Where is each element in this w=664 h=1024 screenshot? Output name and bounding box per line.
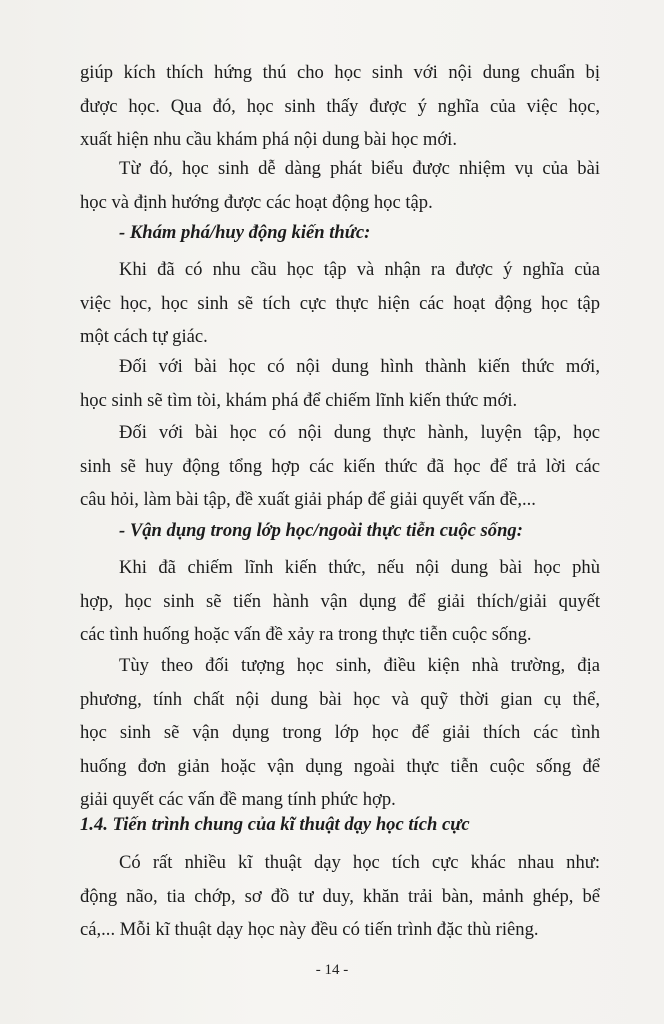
paragraph-new-knowledge: [80, 350, 600, 417]
text-line: Có rất nhiều kĩ thuật dạy học tích cực khác nhau như:: [119, 852, 600, 873]
page-number: - 14 -: [315, 962, 349, 978]
text-line: Đối với bài học có nội dung hình thành kiến thức mới,: [119, 356, 600, 377]
text-line: Đối với bài học có nội dung thực hành, luyện tập, học: [119, 422, 600, 443]
text-line: phương, tính chất nội dung bài học và quỹ thời gian cụ thể,: [80, 688, 600, 710]
text-line: các tình huống hoặc vấn đề xảy ra trong thực tiễn cuộc sống.: [80, 624, 532, 645]
text-line: một cách tự giác.: [80, 326, 208, 347]
paragraph-intro: [80, 56, 600, 157]
text-line: học sinh sẽ vận dụng trong lớp học để giải thích các tình: [80, 722, 600, 743]
paragraph-context: [80, 649, 600, 817]
text-line: học và định hướng được các hoạt động học tập.: [80, 191, 433, 213]
text-line: được học. Qua đó, học sinh thấy được ý nghĩa của việc học,: [80, 95, 600, 117]
subheading-text: - Khám phá/huy động kiến thức:: [119, 222, 371, 243]
text-line: giải quyết các vấn đề mang tính phức hợp.: [80, 789, 396, 810]
paragraph-practice: [80, 416, 600, 517]
text-line: xuất hiện nhu cầu khám phá nội dung bài học mới.: [80, 129, 457, 150]
paragraph-explore-need: [80, 253, 600, 354]
paragraph-task: [80, 152, 600, 219]
paragraph-apply: [80, 551, 600, 652]
subheading-explore: [80, 216, 600, 250]
text-line: hợp, học sinh sẽ tiến hành vận dụng để giải thích/giải quyết: [80, 590, 600, 612]
text-line: sinh sẽ huy động tổng hợp các kiến thức đã học để trả lời các: [80, 455, 600, 477]
section-heading-1-4: [80, 808, 600, 842]
text-line: câu hỏi, làm bài tập, đề xuất giải pháp để giải quyết vấn đề,...: [80, 489, 536, 510]
text-line: Từ đó, học sinh dễ dàng phát biểu được nhiệm vụ của bài: [119, 158, 600, 179]
section-heading-text: 1.4. Tiến trình chung của kĩ thuật dạy học tích cực: [80, 814, 470, 835]
subheading-text: - Vận dụng trong lớp học/ngoài thực tiễn cuộc sống:: [119, 520, 523, 541]
text-line: giúp kích thích hứng thú cho học sinh với nội dung chuẩn bị: [80, 62, 600, 83]
text-line: học sinh sẽ tìm tòi, khám phá để chiếm lĩnh kiến thức mới.: [80, 389, 518, 411]
paragraph-techniques: [80, 846, 600, 947]
text-line: động não, tia chớp, sơ đồ tư duy, khăn trải bàn, mảnh ghép, bể: [80, 885, 600, 907]
text-line: Khi đã chiếm lĩnh kiến thức, nếu nội dung bài học phù: [119, 557, 600, 578]
subheading-apply: [80, 514, 600, 548]
text-line: Khi đã có nhu cầu học tập và nhận ra được ý nghĩa của: [119, 259, 600, 280]
text-line: huống đơn giản hoặc vận dụng ngoài thực tiễn cuộc sống để: [80, 755, 600, 777]
text-line: việc học, học sinh sẽ tích cực thực hiện các hoạt động học tập: [80, 292, 600, 314]
text-line: cá,... Mỗi kĩ thuật dạy học này đều có tiến trình đặc thù riêng.: [80, 919, 539, 940]
text-line: Tùy theo đối tượng học sinh, điều kiện nhà trường, địa: [119, 655, 600, 676]
